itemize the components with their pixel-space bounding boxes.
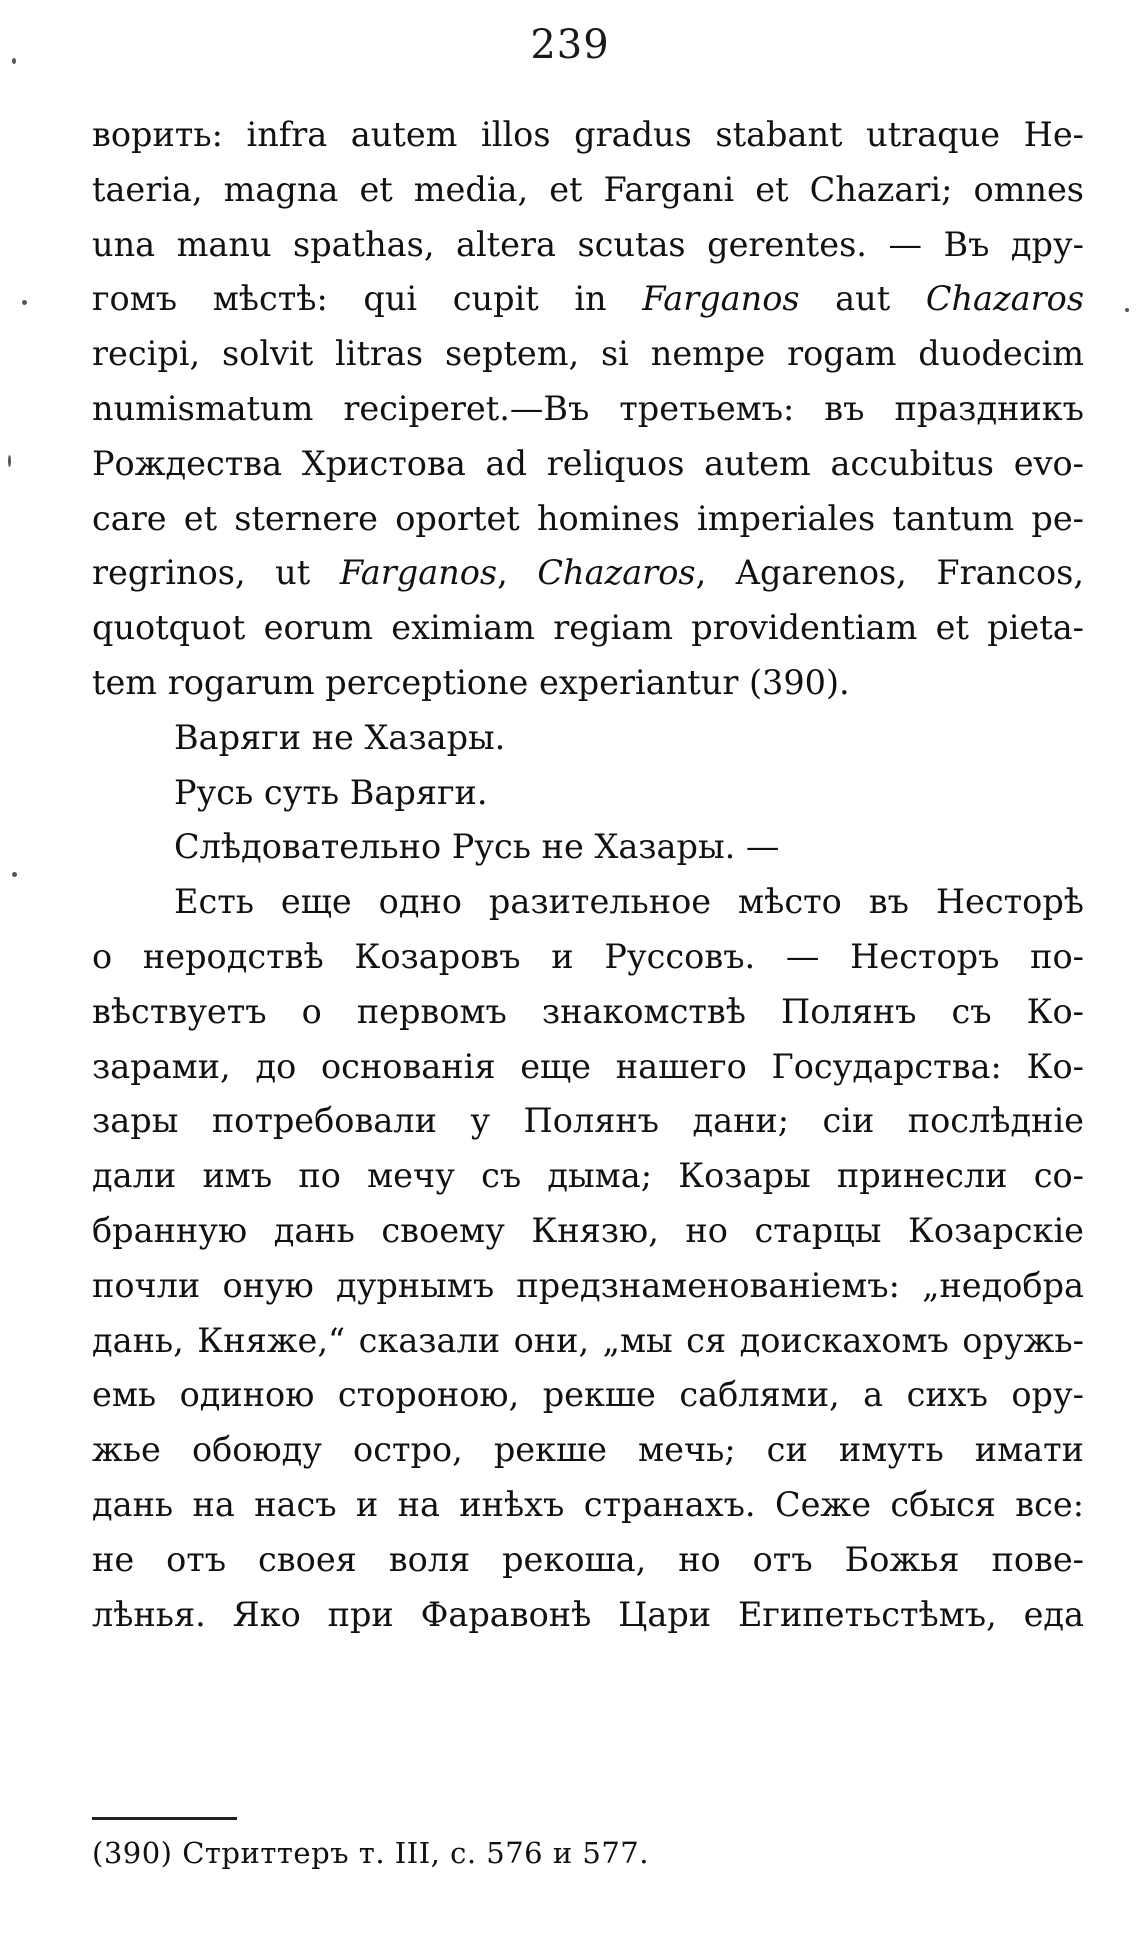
text-line: Рождества Христова ad reliquos autem accubitus evo- [92,443,1084,483]
footnote-rule [92,1817,237,1820]
text-line: емь одиною стороною, рекше саблями, а сихъ ору- [92,1375,1084,1415]
text-line: жье обоюду остро, рекше мечь; си имуть имати [92,1430,1084,1470]
page-body [92,108,1084,1642]
syllogism-block [92,711,1084,875]
text-line: una manu spathas, altera scutas gerentes. — Въ дру- [92,224,1084,264]
text-line: taeria, magna et media, et Fargani et Chazari; omnes [92,169,1084,209]
text-line: recipi, solvit litras septem, si nempe rogam duodecim [92,334,1084,374]
paragraph-latin-quotations [92,108,1084,711]
text-line: почли оную дурнымъ предзнаменованіемъ: „недобра [92,1265,1084,1305]
syllogism-line: Русь суть Варяги. [174,772,488,812]
text-line: зарами, до основанія еще нашего Государства: Ко- [92,1046,1084,1086]
text-line: гомъ мѣстѣ: qui cupit in Farganos aut Chazaros [92,279,1085,319]
text-line: tem rogarum perceptione experiantur (390). [92,662,850,702]
text-line: regrinos, ut Farganos, Chazaros, Agarenos, Francos, [92,553,1084,593]
scan-speck [1125,308,1129,312]
page-number: 239 [530,22,610,68]
text-line: вѣствуетъ о первомъ знакомствѣ Полянъ съ Ко- [92,991,1084,1031]
text-line: ворить: infra autem illos gradus stabant utraque He- [92,115,1085,154]
scan-speck [12,58,16,64]
text-line: дали имъ по мечу съ дыма; Козары принесли со- [92,1156,1084,1196]
text-line: не отъ своея воля рекоша, но отъ Божья пове- [92,1539,1084,1579]
text-line: numismatum reciperet.—Въ третьемъ: въ праздникъ [92,388,1084,428]
syllogism-line: Слѣдовательно Русь не Хазары. — [174,827,780,867]
scan-speck [12,872,17,877]
text-line: Есть еще одно разительное мѣсто въ Несторѣ [174,882,1084,922]
text-line: care et sternere oportet homines imperiales tantum pe- [92,498,1084,538]
text-line: дань на насъ и на инѣхъ странахъ. Сеже сбыся все: [92,1484,1084,1524]
text-line: о неродствѣ Козаровъ и Руссовъ. — Несторъ по- [92,936,1084,976]
text-line: бранную дань своему Князю, но старцы Козарскіе [92,1210,1084,1250]
syllogism-line: Варяги не Хазары. [174,717,506,757]
paragraph-nestor [92,875,1084,1642]
footnote: (390) Стриттеръ т. III, с. 576 и 577. [92,1836,649,1870]
text-line: лѣнья. Яко при Фаравонѣ Цари Египетьстѣмъ, еда [92,1594,1084,1634]
text-line: дань, Княже,“ сказали они, „мы ся доискахомъ оружь- [92,1320,1084,1360]
text-line: quotquot eorum eximiam regiam providentiam et pieta- [92,608,1084,648]
scan-speck [22,300,27,305]
scan-speck [8,455,11,467]
text-line: зары потребовали у Полянъ дани; сіи послѣдніе [92,1101,1084,1141]
